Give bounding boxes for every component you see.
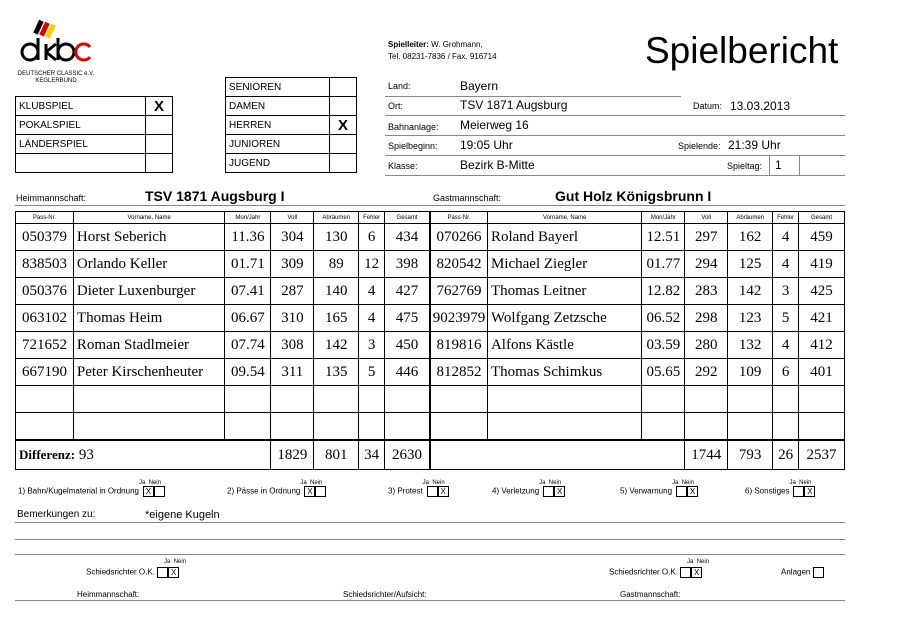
class-label: SENIOREN <box>226 78 330 97</box>
logo-graphic <box>16 18 96 66</box>
cell-date[interactable] <box>225 413 271 441</box>
cell-abr[interactable]: 125 <box>728 251 773 278</box>
cell-fehler[interactable]: 5 <box>773 305 799 332</box>
home-team-name: TSV 1871 Augsburg I <box>145 188 285 204</box>
col-fehler: Fehler <box>773 212 799 224</box>
cell-abr[interactable]: 135 <box>314 359 359 386</box>
totals-row <box>431 440 845 470</box>
total-fehler: 34 <box>359 440 385 470</box>
class-mark[interactable] <box>330 78 357 97</box>
cell-date[interactable]: 01.77 <box>642 251 685 278</box>
cell-voll[interactable] <box>685 413 728 441</box>
cell-abr[interactable] <box>728 386 773 413</box>
cell-gesamt[interactable]: 434 <box>385 224 430 251</box>
cell-voll[interactable] <box>271 413 314 441</box>
cell-gesamt[interactable]: 419 <box>799 251 845 278</box>
total-abr: 793 <box>728 440 773 470</box>
cell-pass[interactable]: 762769 <box>431 278 488 305</box>
cell-name[interactable]: Peter Kirschenheuter <box>73 359 225 386</box>
player-row <box>16 251 430 278</box>
cell-gesamt[interactable]: 398 <box>385 251 430 278</box>
cell-name[interactable]: Horst Seberich <box>73 224 225 251</box>
cell-date[interactable]: 07.41 <box>225 278 271 305</box>
class-row <box>226 135 357 154</box>
cell-gesamt[interactable] <box>799 386 845 413</box>
sig-home: Heimmannschaft: <box>77 590 140 599</box>
cell-name[interactable]: Roland Bayerl <box>487 224 641 251</box>
check-label: 4) Verletzung <box>492 486 540 496</box>
class-label: DAMEN <box>226 97 330 116</box>
ja-label: Ja <box>138 480 146 486</box>
check-ja-box[interactable] <box>676 486 687 497</box>
category-label: LÄNDERSPIEL <box>16 135 146 154</box>
category-mark[interactable] <box>146 154 173 173</box>
check-nein-box[interactable]: X <box>554 486 565 497</box>
cell-fehler[interactable]: 4 <box>773 224 799 251</box>
nein-label: Nein <box>681 480 695 486</box>
check-ja-box[interactable] <box>427 486 438 497</box>
cell-pass[interactable]: 9023979 <box>431 305 488 332</box>
ref1-nein-box[interactable]: X <box>168 567 179 578</box>
cell-gesamt[interactable]: 401 <box>799 359 845 386</box>
check-item <box>620 480 698 497</box>
home-score-table <box>15 211 430 470</box>
ref1-label: Schiedsrichter O.K. <box>86 567 155 577</box>
bahn-value[interactable]: Meierweg 16 <box>460 118 529 132</box>
col-gesamt: Gesamt <box>385 212 430 224</box>
class-mark[interactable] <box>330 97 357 116</box>
cell-voll[interactable]: 280 <box>685 332 728 359</box>
checks-row <box>15 480 845 504</box>
check-nein-box[interactable] <box>315 486 326 497</box>
col-date: Mon/Jahr <box>642 212 685 224</box>
anlagen-box[interactable] <box>813 567 824 578</box>
cell-date[interactable]: 01.71 <box>225 251 271 278</box>
ja-label: Ja <box>300 480 307 486</box>
check-nein-box[interactable]: X <box>804 486 815 497</box>
player-row <box>16 305 430 332</box>
check-ja-box[interactable] <box>793 486 804 497</box>
cell-name[interactable] <box>487 386 641 413</box>
check-label: 6) Sonstiges <box>745 486 790 496</box>
cell-name[interactable]: Michael Ziegler <box>487 251 641 278</box>
cell-abr[interactable]: 89 <box>314 251 359 278</box>
cell-voll[interactable] <box>271 386 314 413</box>
col-name: Vorname, Name <box>487 212 641 224</box>
col-voll: Voll <box>685 212 728 224</box>
cell-pass[interactable]: 820542 <box>431 251 488 278</box>
remarks-label: Bemerkungen zu: <box>17 509 96 520</box>
cell-pass[interactable]: 721652 <box>16 332 74 359</box>
ja-label: Ja <box>422 480 429 486</box>
spielleiter-name: W. Grohmann, <box>431 40 483 49</box>
guest-team-label: Gastmannschaft: <box>433 193 502 203</box>
cell-name[interactable]: Orlando Keller <box>73 251 225 278</box>
cell-pass[interactable] <box>431 413 488 441</box>
player-row <box>16 278 430 305</box>
cell-date[interactable] <box>642 386 685 413</box>
land-value[interactable]: Bayern <box>460 79 499 93</box>
totals-row <box>16 440 430 470</box>
nein-label: Nein <box>173 559 187 565</box>
cell-gesamt[interactable] <box>385 386 430 413</box>
datum-label: Datum: <box>693 101 723 111</box>
check-label: 1) Bahn/Kugelmaterial in Ordnung <box>18 486 139 496</box>
nein-label: Nein <box>799 480 812 486</box>
player-row <box>431 332 845 359</box>
class-row <box>226 116 357 135</box>
ref2-ok <box>609 567 702 578</box>
ende-label: Spielende: <box>678 141 721 151</box>
cell-voll[interactable]: 310 <box>271 305 314 332</box>
cell-fehler[interactable]: 4 <box>773 251 799 278</box>
player-row <box>431 305 845 332</box>
cell-fehler[interactable]: 4 <box>359 305 385 332</box>
cell-pass[interactable]: 070266 <box>431 224 488 251</box>
cell-abr[interactable]: 142 <box>728 278 773 305</box>
remarks-text[interactable]: *eigene Kugeln <box>145 509 220 521</box>
cell-name[interactable]: Thomas Schimkus <box>487 359 641 386</box>
class-row <box>226 154 357 173</box>
spieltag-label: Spieltag: <box>727 161 763 171</box>
cell-name[interactable]: Wolfgang Zetzsche <box>487 305 641 332</box>
check-item <box>227 480 326 497</box>
cell-fehler[interactable]: 3 <box>359 332 385 359</box>
cell-fehler[interactable] <box>359 386 385 413</box>
col-pass: Pass-Nr. <box>16 212 74 224</box>
cell-gesamt[interactable]: 475 <box>385 305 430 332</box>
category-mark[interactable] <box>146 135 173 154</box>
cell-voll[interactable]: 311 <box>271 359 314 386</box>
ja-label: Ja <box>687 559 694 565</box>
category-mark[interactable]: X <box>146 97 173 116</box>
check-ja-box[interactable]: X <box>304 486 315 497</box>
cell-voll[interactable]: 308 <box>271 332 314 359</box>
cell-abr[interactable]: 132 <box>728 332 773 359</box>
cell-name[interactable]: Thomas Leitner <box>487 278 641 305</box>
total-voll: 1829 <box>271 440 314 470</box>
cell-fehler[interactable]: 4 <box>773 332 799 359</box>
nein-label: Nein <box>548 480 562 486</box>
guest-score-table <box>430 211 845 470</box>
col-voll: Voll <box>271 212 314 224</box>
cell-voll[interactable]: 294 <box>685 251 728 278</box>
cell-date[interactable]: 11.36 <box>225 224 271 251</box>
check-nein-box[interactable] <box>154 486 165 497</box>
check-label: 5) Verwarnung <box>620 486 673 496</box>
cell-pass[interactable]: 063102 <box>16 305 74 332</box>
cell-pass[interactable]: 050376 <box>16 278 74 305</box>
check-item <box>388 480 449 497</box>
cell-gesamt[interactable] <box>799 413 845 441</box>
cell-abr[interactable]: 140 <box>314 278 359 305</box>
cell-pass[interactable] <box>431 386 488 413</box>
cell-abr[interactable] <box>728 413 773 441</box>
cell-pass[interactable]: 667190 <box>16 359 74 386</box>
sig-guest: Gastmannschaft: <box>620 590 681 599</box>
total-abr: 801 <box>314 440 359 470</box>
cell-fehler[interactable] <box>773 386 799 413</box>
dckb-logo <box>16 18 96 84</box>
cell-gesamt[interactable] <box>385 413 430 441</box>
category-mark[interactable] <box>146 116 173 135</box>
col-gesamt: Gesamt <box>799 212 845 224</box>
category-label <box>16 154 146 173</box>
category-row <box>16 154 173 173</box>
cell-gesamt[interactable]: 425 <box>799 278 845 305</box>
differenz-cell <box>431 440 685 470</box>
total-voll: 1744 <box>685 440 728 470</box>
cell-voll[interactable]: 309 <box>271 251 314 278</box>
cell-voll[interactable]: 298 <box>685 305 728 332</box>
player-row <box>16 332 430 359</box>
ja-label: Ja <box>789 480 796 486</box>
cell-fehler[interactable]: 5 <box>359 359 385 386</box>
col-date: Mon/Jahr <box>225 212 271 224</box>
category-label: POKALSPIEL <box>16 116 146 135</box>
player-row <box>431 251 845 278</box>
player-row <box>431 278 845 305</box>
cell-date[interactable]: 03.59 <box>642 332 685 359</box>
cell-gesamt[interactable]: 459 <box>799 224 845 251</box>
player-row <box>431 359 845 386</box>
cell-date[interactable]: 06.67 <box>225 305 271 332</box>
sig-ref: Schiedsrichter/Aufsicht: <box>343 590 427 599</box>
player-row <box>431 386 845 413</box>
class-label: JUGEND <box>226 154 330 173</box>
cell-abr[interactable] <box>314 386 359 413</box>
cell-fehler[interactable] <box>359 413 385 441</box>
cell-abr[interactable]: 142 <box>314 332 359 359</box>
total-gesamt: 2537 <box>799 440 845 470</box>
cell-date[interactable]: 05.65 <box>642 359 685 386</box>
ref1-ja-nein <box>164 559 186 565</box>
class-mark[interactable] <box>330 135 357 154</box>
category-row <box>16 97 173 116</box>
cell-date[interactable] <box>642 413 685 441</box>
cell-pass[interactable] <box>16 413 74 441</box>
cell-voll[interactable]: 292 <box>685 359 728 386</box>
cell-name[interactable] <box>487 413 641 441</box>
klasse-value[interactable]: Bezirk B-Mitte <box>460 158 535 172</box>
cell-name[interactable]: Alfons Kästle <box>487 332 641 359</box>
col-name: Vorname, Name <box>73 212 225 224</box>
bahn-label: Bahnanlage: <box>388 122 439 132</box>
spielleiter-label: Spielleiter: <box>388 40 429 49</box>
category-row <box>16 135 173 154</box>
land-label: Land: <box>388 81 411 91</box>
differenz-label: Differenz: <box>19 446 76 462</box>
cell-pass[interactable]: 812852 <box>431 359 488 386</box>
player-row <box>16 386 430 413</box>
cell-gesamt[interactable]: 446 <box>385 359 430 386</box>
cell-date[interactable] <box>225 386 271 413</box>
class-label: JUNIOREN <box>226 135 330 154</box>
player-row <box>16 413 430 441</box>
cell-pass[interactable]: 838503 <box>16 251 74 278</box>
ref2-ja-nein <box>687 559 709 565</box>
ja-label: Ja <box>672 480 679 486</box>
nein-label: Nein <box>696 559 710 565</box>
contact: Tel. 08231-7836 / Fax. 916714 <box>388 52 497 61</box>
datum-value[interactable]: 13.03.2013 <box>730 99 791 113</box>
logo-text-2: KEGLERBUND <box>35 78 77 84</box>
col-pass: Pass-Nr. <box>431 212 488 224</box>
nein-label: Nein <box>432 480 445 486</box>
cell-fehler[interactable]: 6 <box>359 224 385 251</box>
check-item <box>492 480 565 497</box>
spielleiter <box>388 40 483 49</box>
cell-name[interactable] <box>73 413 225 441</box>
cell-voll[interactable]: 304 <box>271 224 314 251</box>
ref2-ja-box[interactable] <box>680 567 691 578</box>
col-abr: Abräumen <box>728 212 773 224</box>
header-row <box>431 212 845 224</box>
cell-fehler[interactable] <box>773 413 799 441</box>
anlagen <box>781 567 824 578</box>
cell-abr[interactable]: 130 <box>314 224 359 251</box>
page-title: Spielbericht <box>645 30 839 71</box>
cell-date[interactable]: 12.51 <box>642 224 685 251</box>
check-label: 3) Protest <box>388 486 423 496</box>
category-row <box>16 116 173 135</box>
cell-date[interactable]: 12.82 <box>642 278 685 305</box>
cell-name[interactable] <box>73 386 225 413</box>
ref2-nein-box[interactable]: X <box>691 567 702 578</box>
ort-value[interactable]: TSV 1871 Augsburg <box>460 98 568 112</box>
cell-fehler[interactable]: 3 <box>773 278 799 305</box>
nein-label: Nein <box>310 480 323 486</box>
ref1-ok <box>86 567 179 578</box>
cell-fehler[interactable]: 6 <box>773 359 799 386</box>
ende-value[interactable]: 21:39 Uhr <box>728 138 781 152</box>
cell-pass[interactable]: 050379 <box>16 224 74 251</box>
cell-pass[interactable]: 819816 <box>431 332 488 359</box>
cell-name[interactable]: Roman Stadlmeier <box>73 332 225 359</box>
cell-date[interactable]: 06.52 <box>642 305 685 332</box>
nein-label: Nein <box>148 480 161 486</box>
col-abr: Abräumen <box>314 212 359 224</box>
cell-date[interactable]: 09.54 <box>225 359 271 386</box>
class-row <box>226 78 357 97</box>
cell-fehler[interactable]: 12 <box>359 251 385 278</box>
ort-label: Ort: <box>388 101 403 111</box>
class-mark[interactable]: X <box>330 116 357 135</box>
cell-gesamt[interactable]: 421 <box>799 305 845 332</box>
class-row <box>226 97 357 116</box>
cell-gesamt[interactable]: 412 <box>799 332 845 359</box>
cell-voll[interactable]: 287 <box>271 278 314 305</box>
home-team-label: Heimmannschaft: <box>16 193 87 203</box>
differenz-value: 93 <box>78 446 94 463</box>
cell-abr[interactable] <box>314 413 359 441</box>
total-fehler: 26 <box>773 440 799 470</box>
cell-gesamt[interactable]: 450 <box>385 332 430 359</box>
beginn-value[interactable]: 19:05 Uhr <box>460 138 513 152</box>
beginn-label: Spielbeginn: <box>388 141 438 151</box>
check-ja-box[interactable]: X <box>143 486 154 497</box>
player-row <box>431 413 845 441</box>
cell-name[interactable]: Thomas Heim <box>73 305 225 332</box>
cell-abr[interactable]: 109 <box>728 359 773 386</box>
check-item <box>745 480 815 497</box>
cell-voll[interactable]: 297 <box>685 224 728 251</box>
check-label: 2) Pässe in Ordnung <box>227 486 301 496</box>
ref1-ja-box[interactable] <box>157 567 168 578</box>
category-label: KLUBSPIEL <box>16 97 146 116</box>
player-row <box>16 359 430 386</box>
logo-text-1: DEUTSCHER CLASSIC e.V. <box>17 71 95 77</box>
total-gesamt: 2630 <box>385 440 430 470</box>
guest-team-name: Gut Holz Königsbrunn I <box>555 188 712 204</box>
header-row <box>16 212 430 224</box>
class-table <box>225 77 357 173</box>
cell-abr[interactable]: 165 <box>314 305 359 332</box>
spieltag-value[interactable]: 1 <box>775 158 782 172</box>
ja-label: Ja <box>539 480 546 486</box>
cell-date[interactable]: 07.74 <box>225 332 271 359</box>
check-item <box>18 480 165 497</box>
cell-gesamt[interactable]: 427 <box>385 278 430 305</box>
info-block <box>385 77 845 177</box>
class-label: HERREN <box>226 116 330 135</box>
check-nein-box[interactable]: X <box>687 486 698 497</box>
col-fehler: Fehler <box>359 212 385 224</box>
ja-label: Ja <box>164 559 171 565</box>
check-nein-box[interactable]: X <box>438 486 449 497</box>
cell-name[interactable]: Dieter Luxenburger <box>73 278 225 305</box>
check-ja-box[interactable] <box>543 486 554 497</box>
class-mark[interactable] <box>330 154 357 173</box>
klasse-label: Klasse: <box>388 161 418 171</box>
cell-abr[interactable]: 162 <box>728 224 773 251</box>
differenz-cell <box>16 440 271 470</box>
cell-voll[interactable]: 283 <box>685 278 728 305</box>
player-row <box>431 224 845 251</box>
cell-fehler[interactable]: 4 <box>359 278 385 305</box>
ref2-label: Schiedsrichter O.K. <box>609 567 678 577</box>
cell-abr[interactable]: 123 <box>728 305 773 332</box>
player-row <box>16 224 430 251</box>
cell-voll[interactable] <box>685 386 728 413</box>
category-table <box>15 96 173 173</box>
anlagen-label: Anlagen <box>781 567 811 577</box>
cell-pass[interactable] <box>16 386 74 413</box>
